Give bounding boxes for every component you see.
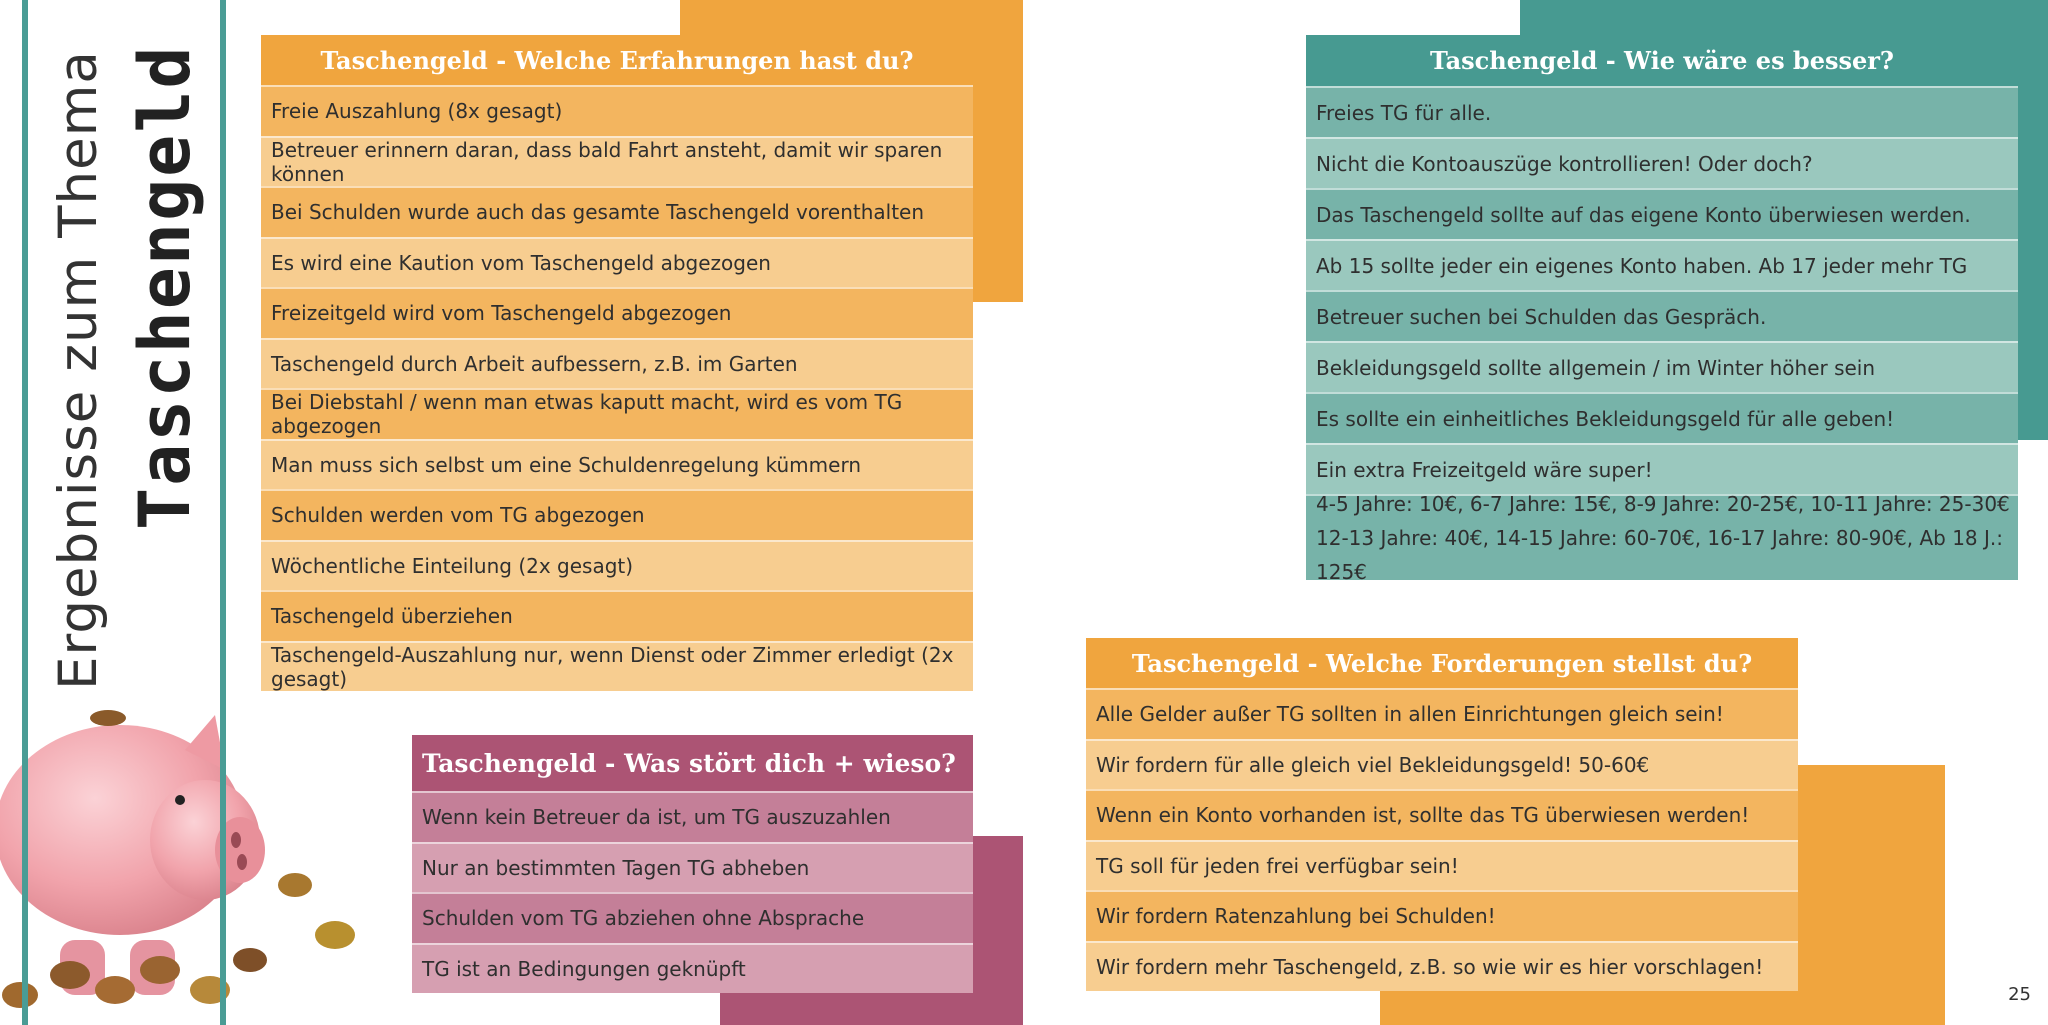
- table-row: TG ist an Bedingungen geknüpft: [412, 943, 973, 994]
- page-title-line1: Ergebnisse zum Thema: [48, 50, 109, 690]
- piggy-bank-illustration: [0, 690, 370, 1025]
- table-row: Taschengeld durch Arbeit aufbessern, z.B. im Garten: [261, 338, 973, 389]
- table-row: Schulden werden vom TG abgezogen: [261, 489, 973, 540]
- table-row: Wir fordern für alle gleich viel Bekleidungsgeld! 50-60€: [1086, 739, 1798, 790]
- table-row: Wöchentliche Einteilung (2x gesagt): [261, 540, 973, 591]
- table-row: Bekleidungsgeld sollte allgemein / im Winter höher sein: [1306, 341, 2018, 392]
- improvements-header: Taschengeld - Wie wäre es besser?: [1306, 35, 2018, 86]
- improvements-table: [1306, 35, 2018, 584]
- left-band-line-inner: [220, 0, 226, 1025]
- demands-table: [1086, 638, 1798, 991]
- table-row: Wir fordern Ratenzahlung bei Schulden!: [1086, 890, 1798, 941]
- table-row: Taschengeld-Auszahlung nur, wenn Dienst oder Zimmer erledigt (2x gesagt): [261, 641, 973, 692]
- table-row: Das Taschengeld sollte auf das eigene Konto überwiesen werden.: [1306, 188, 2018, 239]
- table-row: Man muss sich selbst um eine Schuldenregelung kümmern: [261, 439, 973, 490]
- table-row: Wenn ein Konto vorhanden ist, sollte das TG überwiesen werden!: [1086, 789, 1798, 840]
- table-row: Wenn kein Betreuer da ist, um TG auszuzahlen: [412, 791, 973, 842]
- table-row: Taschengeld überziehen: [261, 590, 973, 641]
- table-row: Betreuer erinnern daran, dass bald Fahrt ansteht, damit wir sparen können: [261, 136, 973, 187]
- annoyances-table: [412, 735, 973, 993]
- page-title-line2: Taschengeld: [124, 44, 206, 530]
- table-row: Es sollte ein einheitliches Bekleidungsgeld für alle geben!: [1306, 392, 2018, 443]
- table-row: Nicht die Kontoauszüge kontrollieren! Oder doch?: [1306, 137, 2018, 188]
- table-row: Freie Auszahlung (8x gesagt): [261, 85, 973, 136]
- table-row: Freies TG für alle.: [1306, 86, 2018, 137]
- experiences-table: [261, 35, 973, 691]
- annoyances-header: Taschengeld - Was stört dich + wieso?: [412, 735, 973, 791]
- experiences-header: Taschengeld - Welche Erfahrungen hast du?: [261, 35, 973, 85]
- table-row-amounts: [1306, 492, 2018, 584]
- table-row: Freizeitgeld wird vom Taschengeld abgezogen: [261, 287, 973, 338]
- table-row: Es wird eine Kaution vom Taschengeld abgezogen: [261, 237, 973, 288]
- table-row: Betreuer suchen bei Schulden das Gespräch.: [1306, 290, 2018, 341]
- table-row: Ein extra Freizeitgeld wäre super!: [1306, 443, 2018, 494]
- table-row: Alle Gelder außer TG sollten in allen Einrichtungen gleich sein!: [1086, 688, 1798, 739]
- demands-header: Taschengeld - Welche Forderungen stellst du?: [1086, 638, 1798, 688]
- table-row: Nur an bestimmten Tagen TG abheben: [412, 842, 973, 893]
- table-row: Bei Diebstahl / wenn man etwas kaputt macht, wird es vom TG abgezogen: [261, 388, 973, 439]
- table-row: Wir fordern mehr Taschengeld, z.B. so wie wir es hier vorschlagen!: [1086, 941, 1798, 992]
- page-number: 25: [2008, 984, 2031, 1005]
- amounts-line-2: 12-13 Jahre: 40€, 14-15 Jahre: 60-70€, 16-17 Jahre: 80-90€, Ab 18 J.: 125€: [1316, 526, 2003, 584]
- table-row: Schulden vom TG abziehen ohne Absprache: [412, 892, 973, 943]
- left-band-line-outer: [22, 0, 28, 1025]
- table-row: Bei Schulden wurde auch das gesamte Taschengeld vorenthalten: [261, 186, 973, 237]
- table-row: Ab 15 sollte jeder ein eigenes Konto haben. Ab 17 jeder mehr TG: [1306, 239, 2018, 290]
- amounts-line-1: 4-5 Jahre: 10€, 6-7 Jahre: 15€, 8-9 Jahre: 20-25€, 10-11 Jahre: 25-30€: [1316, 492, 2010, 516]
- table-row: TG soll für jeden frei verfügbar sein!: [1086, 840, 1798, 891]
